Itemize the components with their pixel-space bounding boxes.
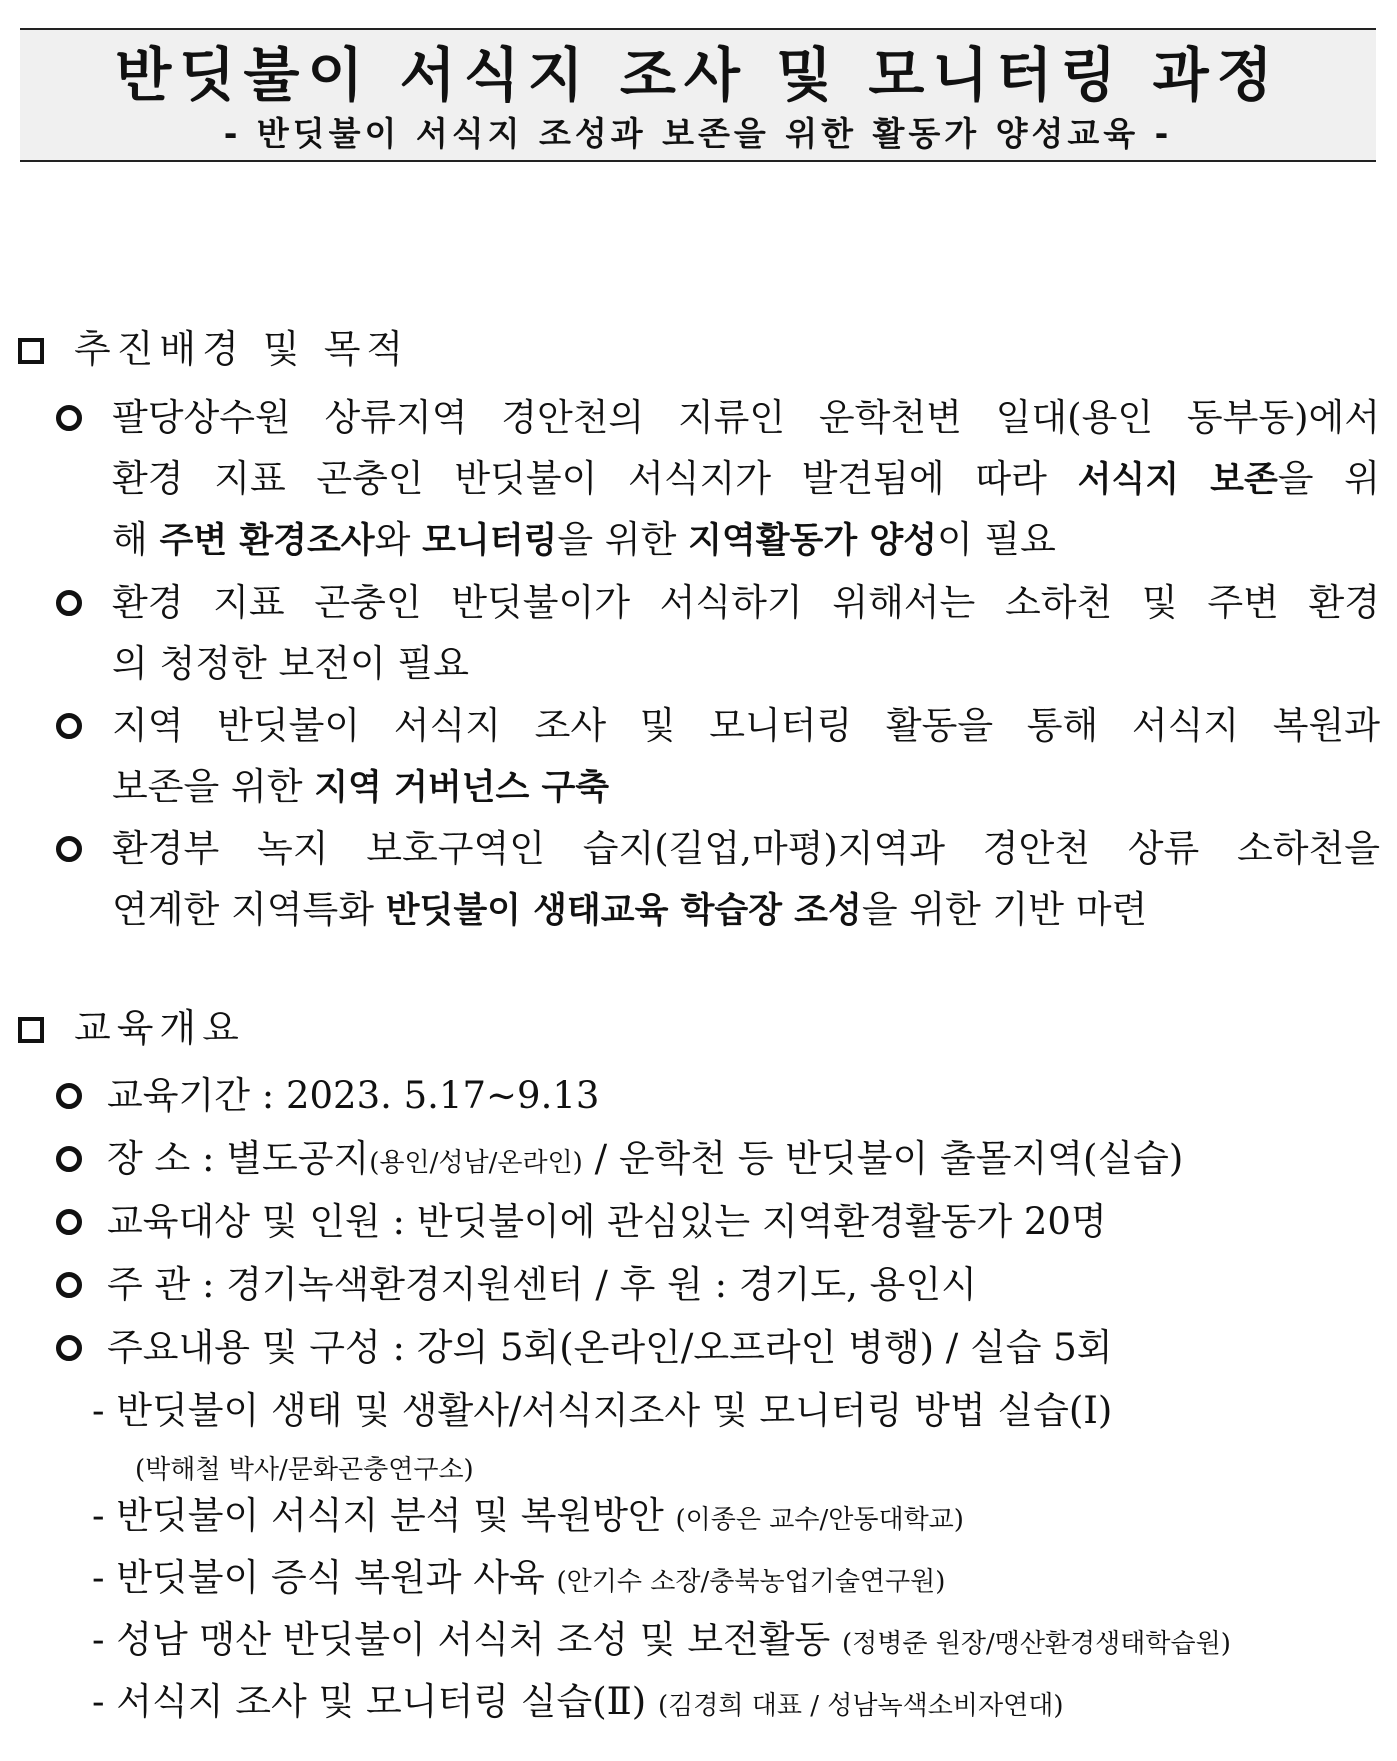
text-span: - 서식지 조사 및 모니터링 실습(Ⅱ)	[92, 1680, 658, 1723]
curriculum-speaker: (박해철 박사/문화곤충연구소)	[135, 1455, 474, 1485]
circle-bullet-icon	[56, 1209, 82, 1235]
text-span: 와	[374, 518, 423, 561]
bold-text: 반딧불이 생태교육 학습장 조성	[385, 891, 862, 931]
circle-bullet-icon	[56, 1272, 82, 1298]
text-span: / 운학천 등 반딧불이 출몰지역(실습)	[582, 1137, 1184, 1180]
paragraph-line: 지역 반딧불이 서식지 조사 및 모니터링 활동을 통해 서식지 복원과	[112, 704, 1380, 747]
bold-text: 서식지 보존	[1077, 460, 1278, 500]
circle-bullet-icon	[56, 1335, 82, 1361]
curriculum-speaker: (이종은 교수/안동대학교)	[675, 1505, 964, 1535]
paragraph-line	[112, 454, 1380, 505]
circle-bullet-icon	[56, 1146, 82, 1172]
square-bullet-icon	[18, 1017, 44, 1043]
title-box	[20, 28, 1376, 162]
section-heading-overview	[18, 1003, 245, 1053]
section-heading-text: 교육개요	[74, 1006, 245, 1050]
text-span: 이 필요	[936, 518, 1056, 561]
text-span: - 성남 맹산 반딧불이 서식처 조성 및 보전활동	[92, 1618, 842, 1661]
bold-text: 주변 환경조사	[159, 521, 375, 561]
paragraph-line	[112, 515, 1056, 566]
bold-text: 지역활동가 양성	[688, 521, 937, 561]
page-subtitle: - 반딧불이 서식지 조성과 보존을 위한 활동가 양성교육 -	[223, 114, 1173, 153]
curriculum-item	[92, 1491, 964, 1545]
page-title: 반딧불이 서식지 조사 및 모니터링 과정	[115, 41, 1281, 109]
curriculum-item	[92, 1615, 1231, 1669]
curriculum-item	[92, 1677, 1063, 1731]
paragraph-line: 환경 지표 곤충인 반딧불이가 서식하기 위해서는 소하천 및 주변 환경	[112, 581, 1380, 624]
bold-text: 모니터링	[422, 521, 558, 561]
paragraph-line	[112, 885, 1147, 936]
curriculum-item: - 반딧불이 생태 및 생활사/서식지조사 및 모니터링 방법 실습(Ⅰ)	[92, 1389, 1113, 1432]
text-span: 을 위한	[557, 518, 689, 561]
paragraph-line: 팔당상수원 상류지역 경안천의 지류인 운학천변 일대(용인 동부동)에서	[112, 396, 1380, 439]
curriculum-speaker: (정병준 원장/맹산환경생태학습원)	[841, 1629, 1231, 1659]
text-span: 을 위한 기반 마련	[861, 888, 1148, 931]
content-line: 주요내용 및 구성 : 강의 5회(온라인/오프라인 병행) / 실습 5회	[107, 1326, 1113, 1369]
text-span: 장 소 : 별도공지	[107, 1137, 370, 1180]
host-line: 주 관 : 경기녹색환경지원센터 / 후 원 : 경기도, 용인시	[107, 1263, 977, 1306]
place-line	[107, 1134, 1183, 1188]
text-span: - 반딧불이 서식지 분석 및 복원방안	[92, 1494, 676, 1537]
paragraph-line: 의 청정한 보전이 필요	[112, 642, 469, 685]
text-span: 해	[112, 518, 160, 561]
text-span: 보존을 위한	[112, 765, 315, 808]
square-bullet-icon	[18, 338, 44, 364]
curriculum-speaker: (안기수 소장/충북농업기술연구원)	[556, 1567, 946, 1597]
circle-bullet-icon	[56, 713, 82, 739]
text-span: 을 위	[1277, 457, 1380, 500]
curriculum-item	[92, 1553, 945, 1607]
small-text: (용인/성남/온라인)	[369, 1148, 583, 1178]
circle-bullet-icon	[56, 1083, 82, 1109]
section-heading-text: 추진배경 및 목적	[74, 327, 410, 371]
bold-text: 지역 거버넌스 구축	[314, 768, 610, 808]
paragraph-line	[112, 762, 609, 813]
circle-bullet-icon	[56, 590, 82, 616]
circle-bullet-icon	[56, 836, 82, 862]
period-line: 교육기간 : 2023. 5.17∼9.13	[107, 1074, 600, 1117]
paragraph-line: 환경부 녹지 보호구역인 습지(길업,마평)지역과 경안천 상류 소하천을	[112, 827, 1380, 870]
text-span: 환경 지표 곤충인 반딧불이 서식지가 발견됨에 따라	[112, 457, 1078, 500]
target-line: 교육대상 및 인원 : 반딧불이에 관심있는 지역환경활동가 20명	[107, 1200, 1107, 1243]
text-span: 연계한 지역특화	[112, 888, 386, 931]
curriculum-speaker: (김경희 대표 / 성남녹색소비자연대)	[658, 1691, 1064, 1721]
section-heading-background	[18, 324, 409, 374]
circle-bullet-icon	[56, 405, 82, 431]
text-span: - 반딧불이 증식 복원과 사육	[92, 1556, 557, 1599]
